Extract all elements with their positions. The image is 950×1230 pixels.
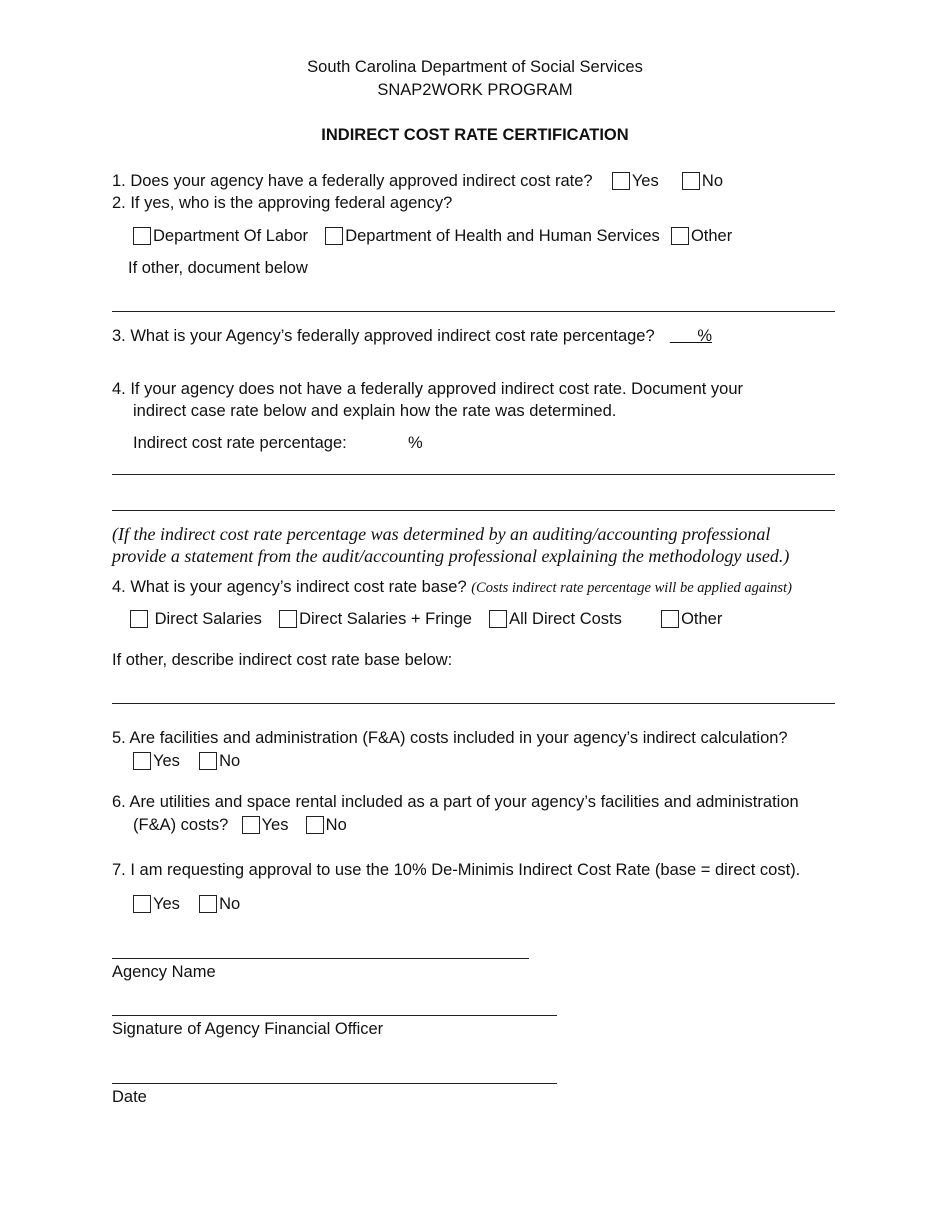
question-1 (112, 171, 723, 191)
question-2-text: 2. If yes, who is the approving federal agency? (112, 194, 453, 212)
q4b-salaries-label: Direct Salaries (150, 610, 262, 628)
question-3 (112, 326, 712, 346)
q2-hhs-checkbox[interactable] (325, 227, 343, 245)
question-4b (112, 577, 792, 598)
q4b-other-note: If other, describe indirect cost rate base below: (112, 651, 453, 669)
q4b-fringe-checkbox[interactable] (279, 610, 297, 628)
question-3-text: 3. What is your Agency’s federally approved indirect cost rate percentage? (112, 327, 655, 345)
question-6-line2-text: (F&A) costs? (133, 816, 229, 834)
q5-yes-label: Yes (153, 752, 180, 770)
date-line[interactable] (112, 1083, 557, 1084)
q7-yes-checkbox[interactable] (133, 895, 151, 913)
q4b-other-checkbox[interactable] (661, 610, 679, 628)
question-2-options (133, 226, 732, 246)
question-7-text: 7. I am requesting approval to use the 10% De-Minimis Indirect Cost Rate (base = direct cost). (112, 861, 801, 879)
q2-other-checkbox[interactable] (671, 227, 689, 245)
question-5-options (133, 751, 240, 771)
header-org: South Carolina Department of Social Services (307, 58, 643, 76)
agency-name-label: Agency Name (112, 963, 216, 981)
q4a-line-2[interactable] (112, 510, 835, 511)
q2-other-line[interactable] (112, 311, 835, 312)
page-title: INDIRECT COST RATE CERTIFICATION (321, 126, 629, 144)
question-4b-text: 4. What is your agency’s indirect cost rate base? (112, 578, 467, 596)
q5-no-label: No (219, 752, 241, 770)
q7-no-checkbox[interactable] (199, 895, 217, 913)
q4a-percent-label: Indirect cost rate percentage: (133, 434, 347, 452)
question-4a-line2: indirect case rate below and explain how the rate was determined. (133, 402, 617, 420)
question-6-line1: 6. Are utilities and space rental included as a part of your agency’s facilities and administration (112, 793, 799, 811)
question-5-text: 5. Are facilities and administration (F&A) costs included in your agency’s indirect calculation? (112, 729, 788, 747)
q6-no-checkbox[interactable] (306, 816, 324, 834)
q6-no-label: No (325, 816, 347, 834)
q7-yes-label: Yes (153, 895, 180, 913)
q4a-line-1[interactable] (112, 474, 835, 475)
question-6-line2 (133, 815, 347, 835)
question-4b-sub: (Costs indirect rate percentage will be applied against) (471, 580, 792, 596)
note-line2: provide a statement from the audit/accounting professional explaining the methodology used.) (112, 546, 790, 566)
q1-no-checkbox[interactable] (682, 172, 700, 190)
q2-other-note: If other, document below (128, 259, 308, 277)
q4a-percent-sign: % (408, 434, 423, 452)
q1-yes-checkbox[interactable] (612, 172, 630, 190)
q1-no-label: No (701, 172, 724, 190)
question-7-options (133, 894, 240, 914)
q7-no-label: No (219, 895, 241, 913)
q4b-other-label: Other (681, 610, 723, 628)
signature-label: Signature of Agency Financial Officer (112, 1020, 384, 1038)
q5-no-checkbox[interactable] (199, 752, 217, 770)
q4b-alldirect-checkbox[interactable] (489, 610, 507, 628)
q4b-other-line[interactable] (112, 703, 835, 704)
q2-hhs-label: Department of Health and Human Services (345, 227, 660, 245)
q3-percent-field[interactable]: % (669, 327, 713, 345)
q6-yes-label: Yes (261, 816, 289, 834)
q5-yes-checkbox[interactable] (133, 752, 151, 770)
q2-dol-checkbox[interactable] (133, 227, 151, 245)
q4b-fringe-label: Direct Salaries + Fringe (299, 610, 472, 628)
question-4a-line1: 4. If your agency does not have a federally approved indirect cost rate. Document your (112, 380, 744, 398)
signature-line[interactable] (112, 1015, 557, 1016)
agency-name-line[interactable] (112, 958, 529, 959)
question-4b-options (130, 609, 722, 629)
q2-dol-label: Department Of Labor (153, 227, 308, 245)
q6-yes-checkbox[interactable] (242, 816, 260, 834)
question-1-text: 1. Does your agency have a federally approved indirect cost rate? (112, 172, 593, 190)
q4b-alldirect-label: All Direct Costs (509, 610, 622, 628)
q2-other-label: Other (690, 227, 733, 245)
q4b-salaries-checkbox[interactable] (130, 610, 148, 628)
q1-yes-label: Yes (631, 172, 659, 190)
date-label: Date (112, 1088, 147, 1106)
header-program: SNAP2WORK PROGRAM (377, 81, 573, 99)
note-line1: (If the indirect cost rate percentage was determined by an auditing/accounting professional (112, 524, 771, 544)
